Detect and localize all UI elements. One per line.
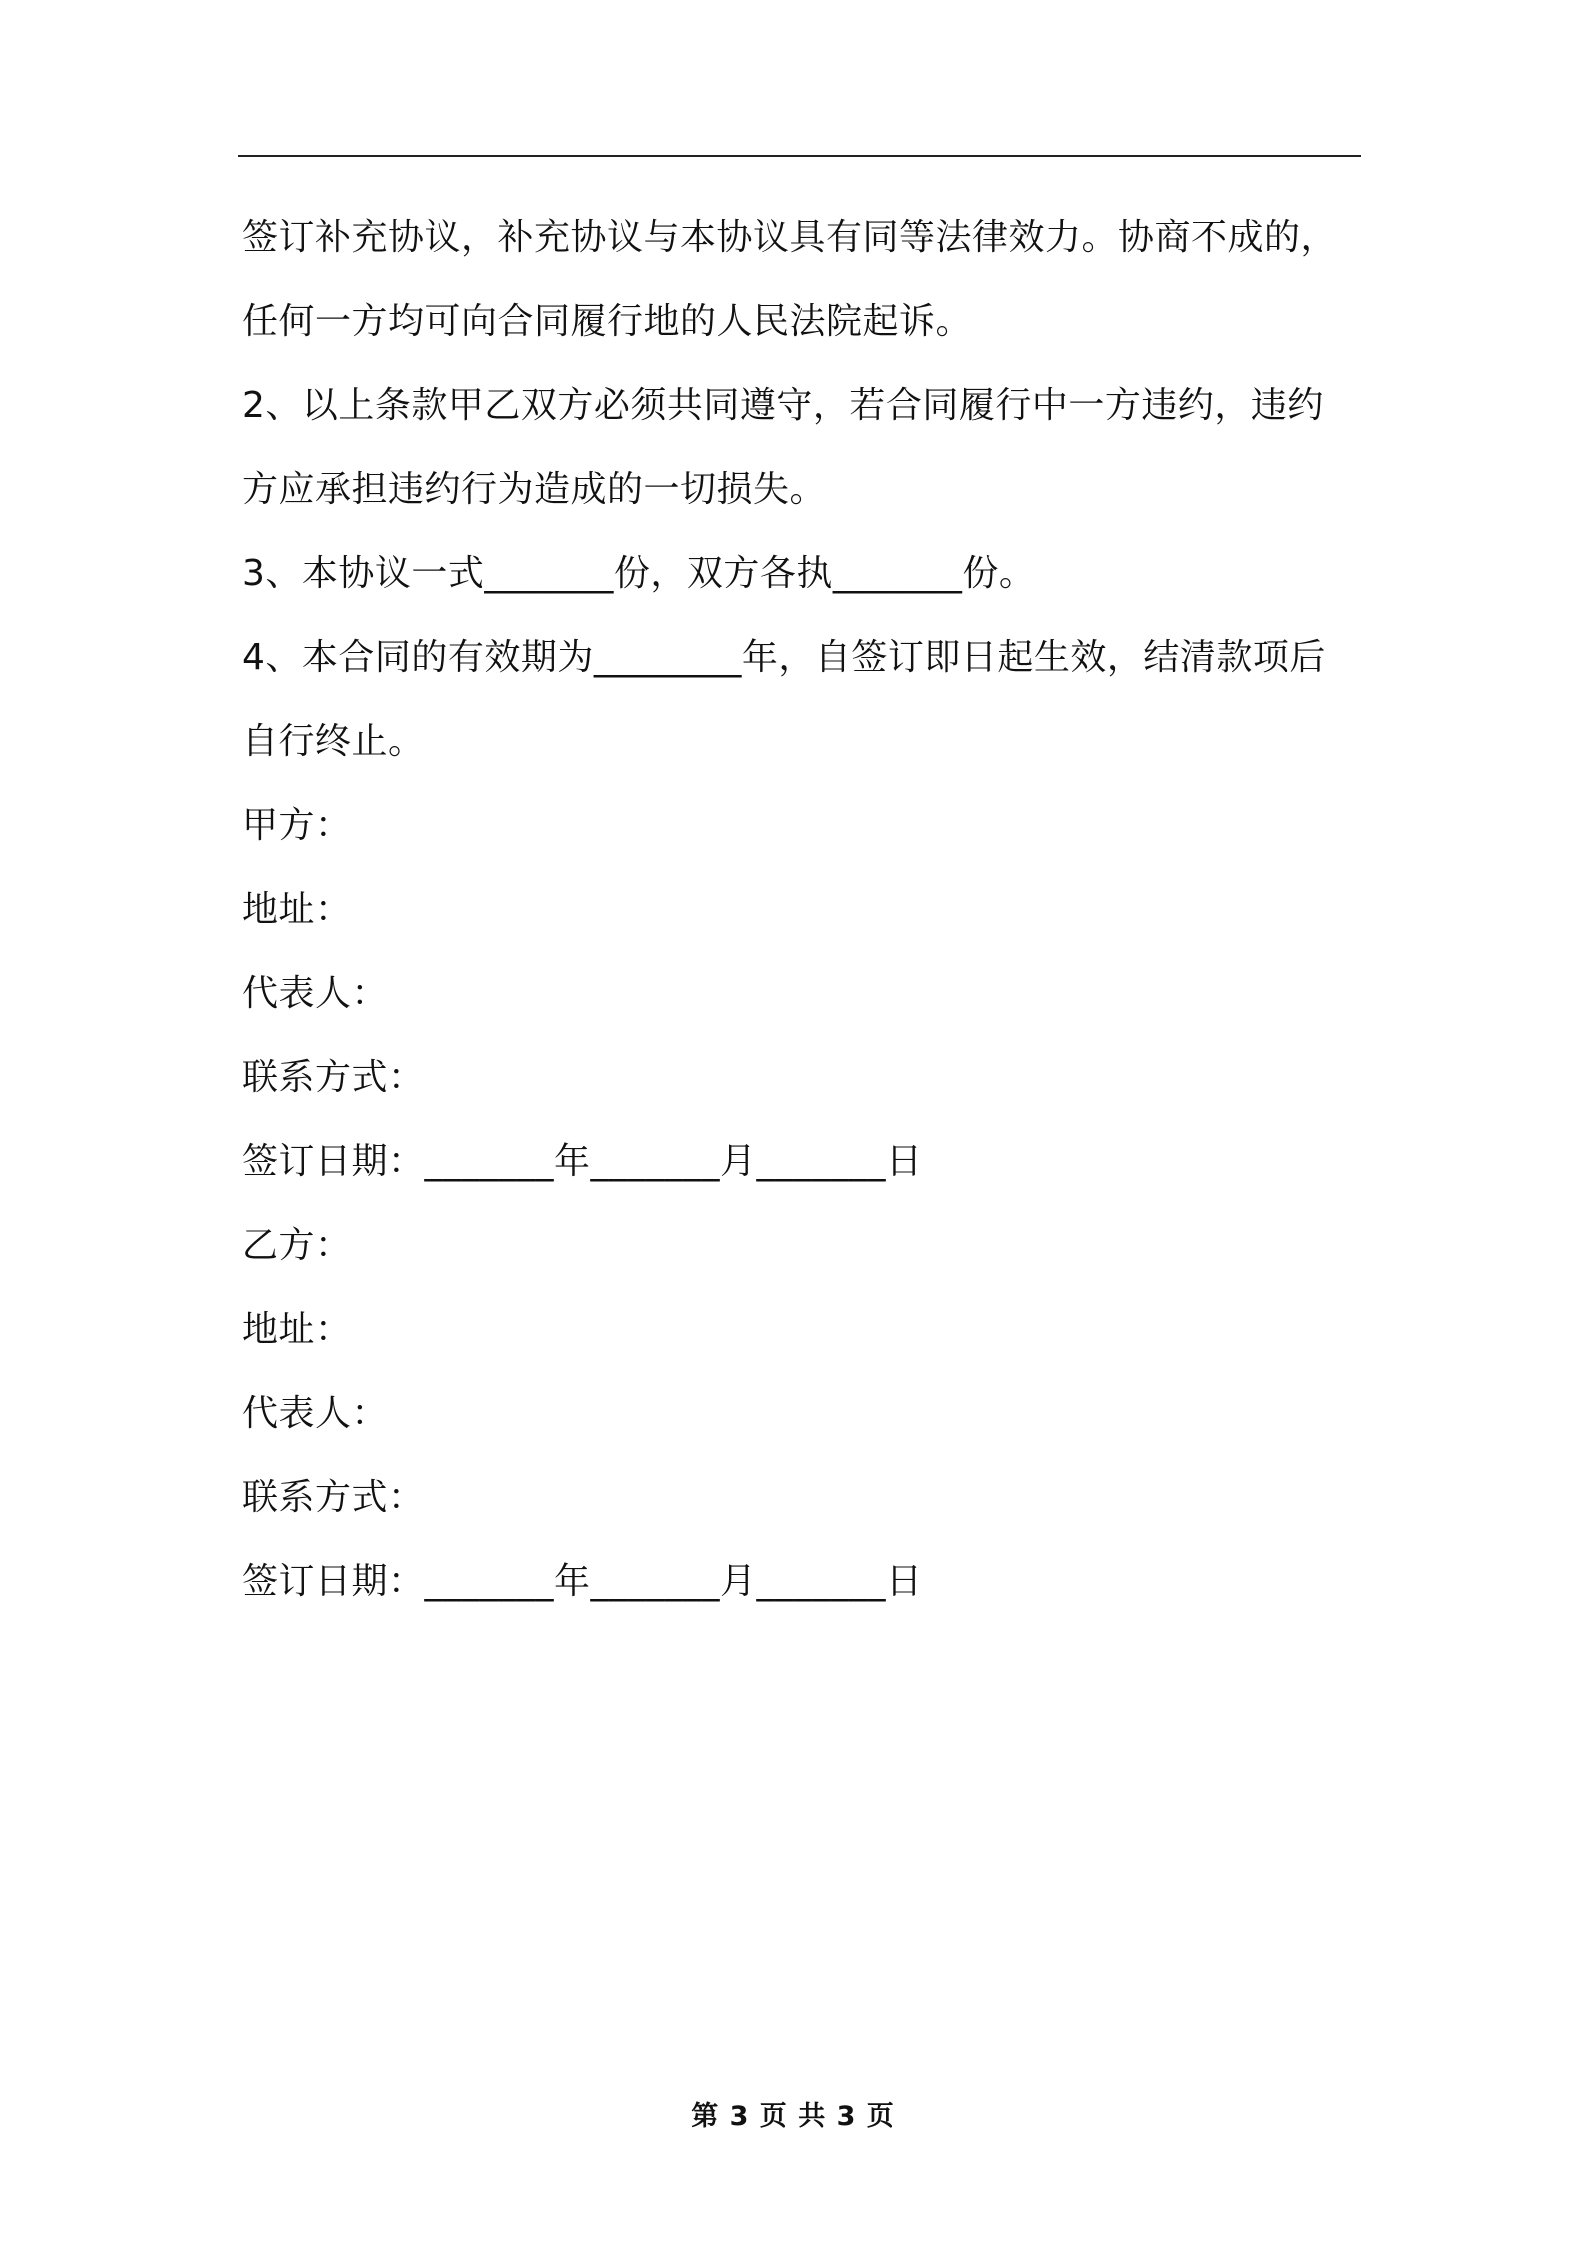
party-a-label: 甲方： (242, 805, 352, 846)
clause-line: 4、本合同的有效期为________年，自签订即日起生效，结清款项后 (242, 637, 1326, 678)
document-body (242, 196, 1362, 1624)
party-a-address: 地址： (242, 889, 352, 930)
clause-line: 签订补充协议，补充协议与本协议具有同等法律效力。协商不成的， (242, 217, 1338, 258)
party-b-contact: 联系方式： (242, 1477, 425, 1518)
header-rule (238, 155, 1361, 157)
clause-line: 方应承担违约行为造成的一切损失。 (242, 469, 827, 510)
party-b-address: 地址： (242, 1309, 352, 1350)
party-a-signing-date: 签订日期：_______年_______月_______日 (242, 1141, 923, 1182)
clause-line: 3、本协议一式_______份，双方各执_______份。 (242, 553, 1036, 594)
clause-line: 任何一方均可向合同履行地的人民法院起诉。 (242, 301, 973, 342)
clause-line: 自行终止。 (242, 721, 425, 762)
party-a-contact: 联系方式： (242, 1057, 425, 1098)
party-b-label: 乙方： (242, 1225, 352, 1266)
party-a-representative: 代表人： (242, 973, 389, 1014)
party-b-signing-date: 签订日期：_______年_______月_______日 (242, 1561, 923, 1602)
party-b-representative: 代表人： (242, 1393, 389, 1434)
page-number: 第 3 页 共 3 页 (691, 2101, 895, 2132)
clause-line: 2、以上条款甲乙双方必须共同遵守，若合同履行中一方违约，违约 (242, 385, 1324, 426)
